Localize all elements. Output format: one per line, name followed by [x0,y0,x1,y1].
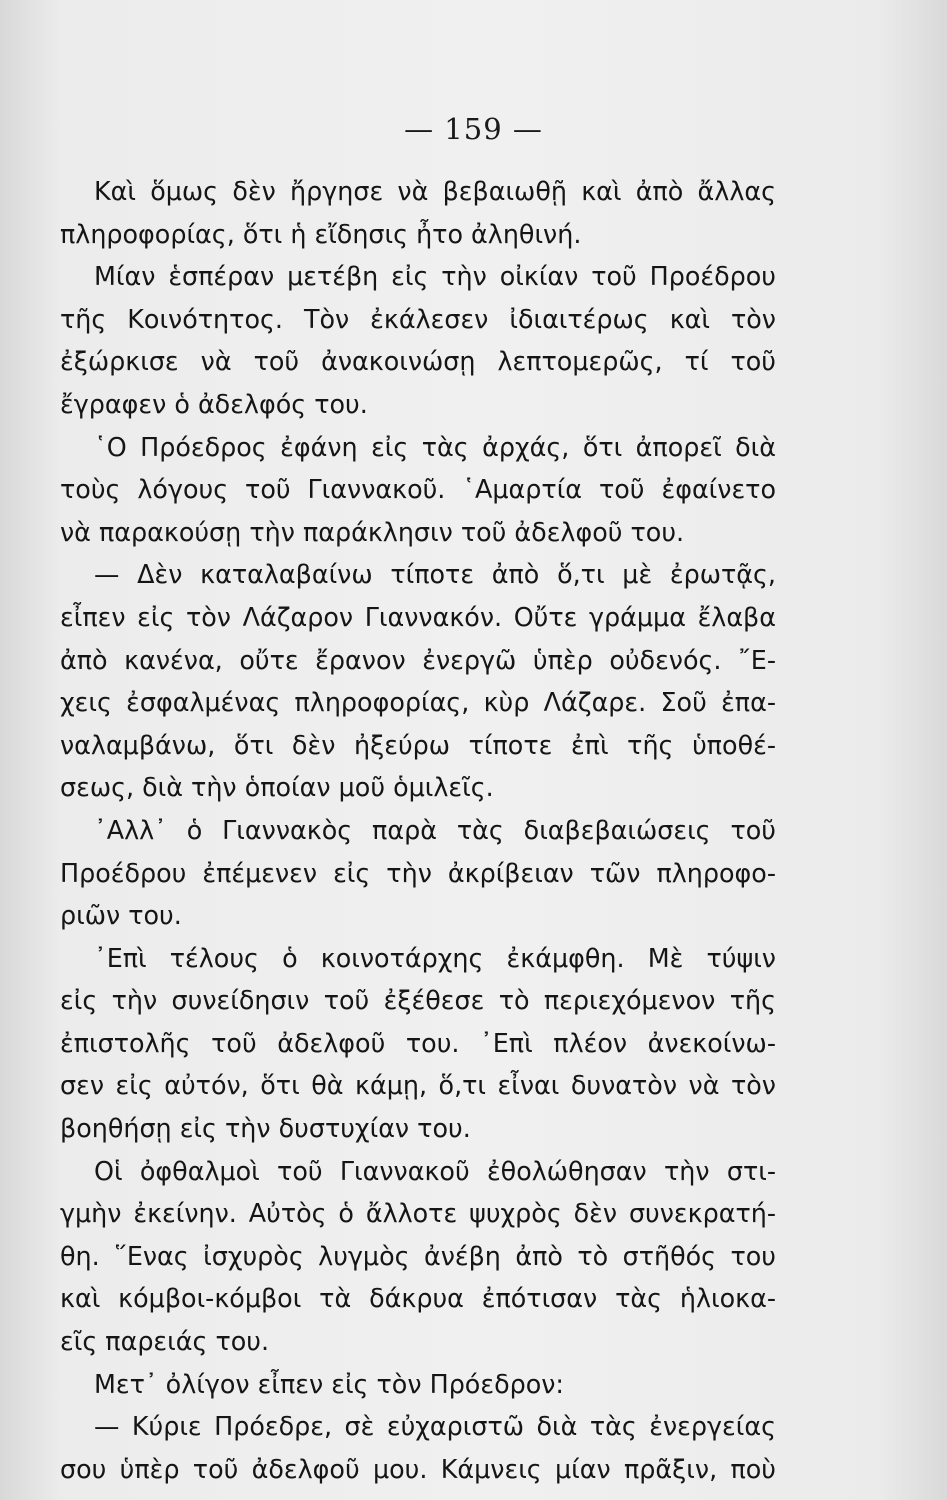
text-line: χεις ἐσφαλμένας πληροφορίας, κὺρ Λάζαρε. Σοῦ ἐπα- [60,687,776,718]
text-line: Μετ᾿ ὀλίγον εἶπεν εἰς τὸν Πρόεδρον: [94,1368,564,1399]
text-line: ναλαμβάνω, ὅτι δὲν ἠξεύρω τίποτε ἐπὶ τῆς ὑποθέ- [60,729,776,760]
text-line: εἰς τὴν συνείδησιν τοῦ ἐξέθεσε τὸ περιεχόμενον τῆς [60,985,776,1016]
text-line: ᾿Αλλ᾿ ὁ Γιαννακὸς παρὰ τὰς διαβεβαιώσεις τοῦ [94,814,776,845]
text-line: — Κύριε Πρόεδρε, σὲ εὐχαριστῶ διὰ τὰς ἐνεργείας [94,1411,776,1442]
text-line: βοηθήσῃ εἰς τὴν δυστυχίαν του. [60,1113,471,1144]
text-line: Οἱ ὀφθαλμοὶ τοῦ Γιαννακοῦ ἐθολώθησαν τὴν στι- [94,1155,776,1186]
text-line: σου ὑπὲρ τοῦ ἀδελφοῦ μου. Κάμνεις μίαν πρᾶξιν, ποὺ [60,1453,776,1484]
text-line: σεως, διὰ τὴν ὁποίαν μοῦ ὁμιλεῖς. [60,772,494,803]
text-line: θη. ῞Ενας ἰσχυρὸς λυγμὸς ἀνέβη ἀπὸ τὸ στῆθός του [60,1240,776,1271]
text-line: τοὺς λόγους τοῦ Γιαννακοῦ. ῾Αμαρτία τοῦ ἐφαίνετο [60,474,776,505]
text-line: τῆς Κοινότητος. Τὸν ἐκάλεσεν ἰδιαιτέρως καὶ τὸν [60,303,776,334]
text-line: εἶπεν εἰς τὸν Λάζαρον Γιαννακόν. Οὔτε γράμμα ἔλαβα [60,601,776,632]
body-text [60,170,776,1490]
text-line: σεν εἰς αὐτόν, ὅτι θὰ κάμῃ, ὅ,τι εἶναι δυνατὸν νὰ τὸν [60,1070,776,1101]
text-line: εῖς παρειάς του. [60,1326,270,1357]
text-line: γμὴν ἐκείνην. Αὐτὸς ὁ ἄλλοτε ψυχρὸς δὲν συνεκρατή- [60,1198,776,1229]
text-line: ἐπιστολῆς τοῦ ἀδελφοῦ του. ᾿Επὶ πλέον ἀνεκοίνω- [60,1027,776,1058]
text-line: Μίαν ἑσπέραν μετέβη εἰς τὴν οἰκίαν τοῦ Προέδρου [94,261,776,292]
text-line: καὶ κόμβοι-κόμβοι τὰ δάκρυα ἐπότισαν τὰς ἡλιοκα- [60,1283,776,1314]
text-line: — Δὲν καταλαβαίνω τίποτε ἀπὸ ὅ,τι μὲ ἐρωτᾷς, [94,559,776,590]
text-line: νὰ παρακούσῃ τὴν παράκλησιν τοῦ ἀδελφοῦ του. [60,516,685,547]
text-line: ᾿Επὶ τέλους ὁ κοινοτάρχης ἐκάμφθη. Μὲ τύψιν [94,942,776,973]
page-number: — 159 — [404,112,543,146]
text-line: ἀπὸ κανένα, οὔτε ἔρανον ἐνεργῶ ὑπὲρ οὐδενός. ῎Ε- [60,644,776,675]
text-line: ἔγραφεν ὁ ἀδελφός του. [60,388,368,419]
text-line: Προέδρου ἐπέμενεν εἰς τὴν ἀκρίβειαν τῶν πληροφο- [60,857,776,888]
text-line: ριῶν του. [60,900,182,931]
text-line: ἐξώρκισε νὰ τοῦ ἀνακοινώσῃ λεπτομερῶς, τί τοῦ [60,346,776,377]
text-line: ῾Ο Πρόεδρος ἐφάνη εἰς τὰς ἀρχάς, ὅτι ἀπορεῖ διὰ [94,431,776,462]
text-line: πληροφορίας, ὅτι ἡ εἴδησις ἦτο ἀληθινή. [60,218,582,249]
text-line: Καὶ ὅμως δὲν ἤργησε νὰ βεβαιωθῇ καὶ ἀπὸ ἄλλας [94,176,776,206]
